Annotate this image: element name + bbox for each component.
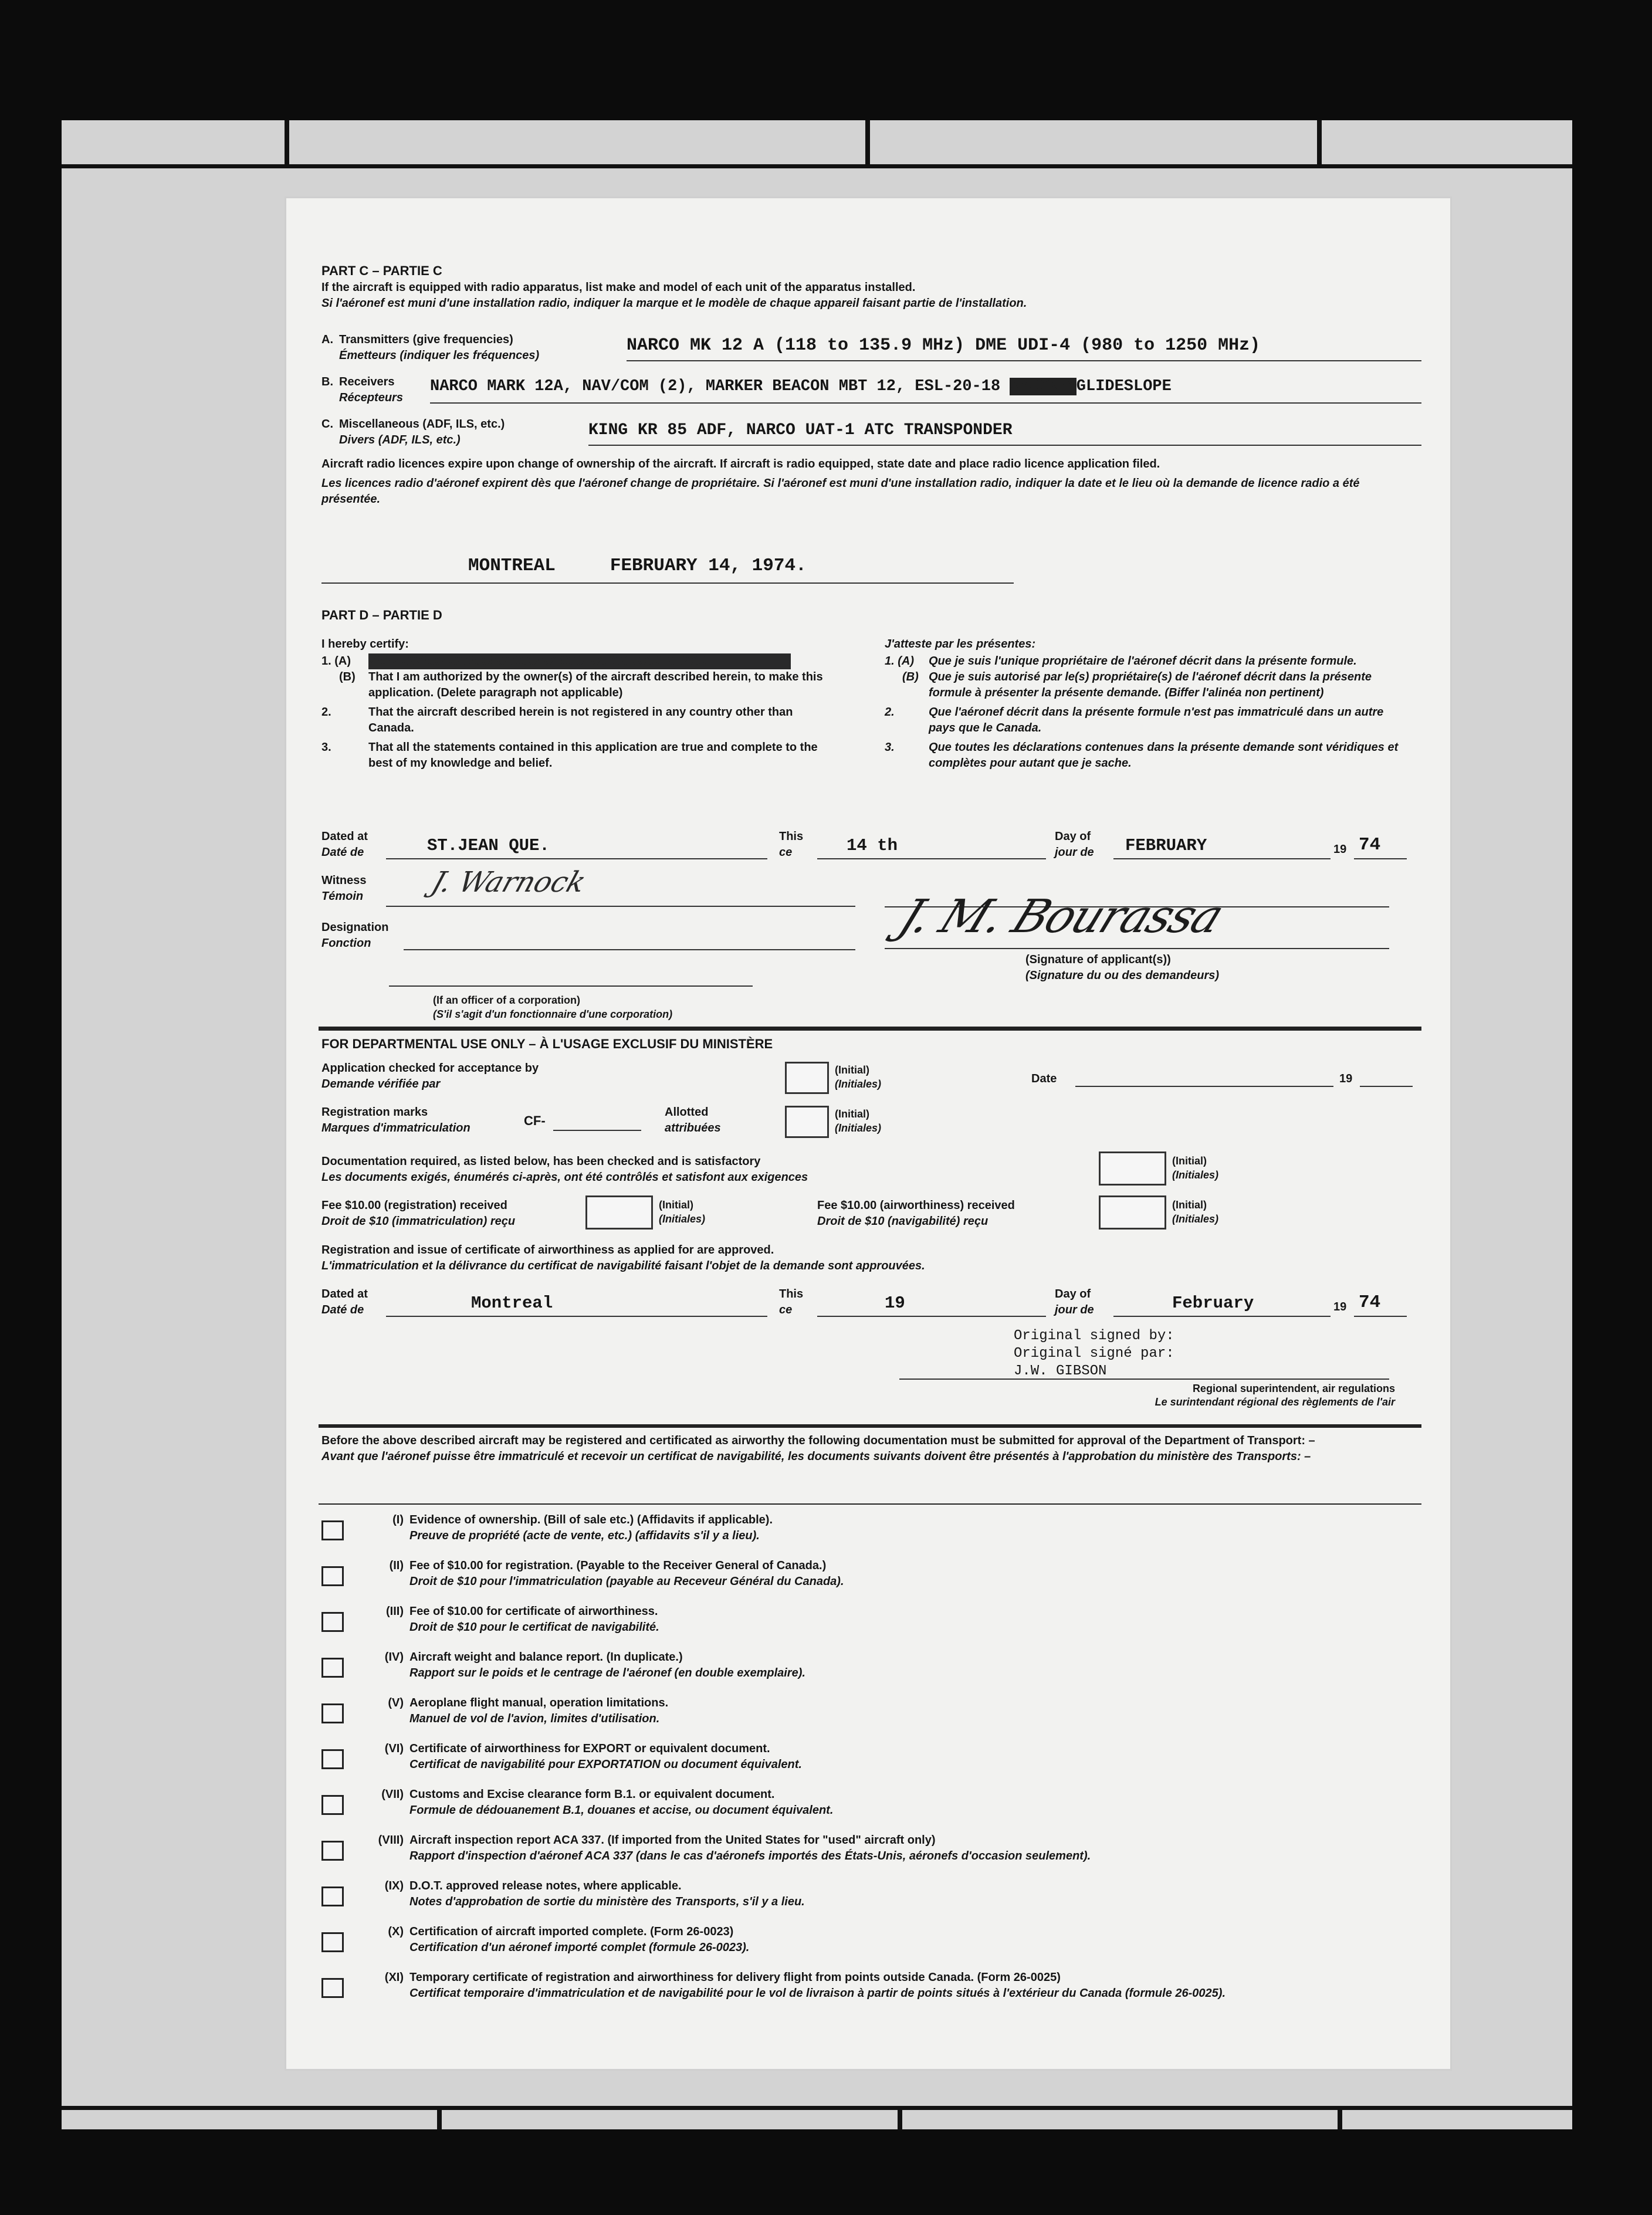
stamp-line-3: J.W. GIBSON [1014, 1363, 1107, 1379]
allotted-label-fr: attribuées [665, 1122, 721, 1134]
doc-item-fr: Preuve de propriété (acte de vente, etc.) (affidavits s'il y a lieu). [409, 1529, 760, 1542]
initial-label-en: (Initial) [659, 1199, 693, 1211]
initial-label-en: (Initial) [1172, 1155, 1207, 1167]
doc-item-fr: Rapport d'inspection d'aéronef ACA 337 (dans le cas d'aéronefs importés des États-Unis, aéronefs d'occasion seulement). [409, 1850, 1091, 1862]
checked-year-field[interactable] [1360, 1061, 1413, 1087]
form-sheet [285, 197, 1452, 2071]
receivers-value-end: GLIDESLOPE [1076, 378, 1172, 395]
certify-en-column [321, 636, 838, 771]
allotted-initial-box[interactable] [785, 1106, 829, 1138]
doc-item-num: (VIII) [378, 1834, 404, 1847]
doc-item-num: (II) [389, 1559, 404, 1572]
doc-checkbox[interactable] [321, 1703, 344, 1723]
doc-checkbox[interactable] [321, 1520, 344, 1540]
dept-day-of-value: February [1172, 1293, 1254, 1313]
signed-stamp [1014, 1327, 1174, 1380]
allotted-label-en: Allotted [665, 1106, 709, 1119]
witness-label-fr: Témoin [321, 890, 364, 903]
cf-prefix: CF- [524, 1113, 546, 1128]
receivers-label-fr: Récepteurs [339, 391, 403, 404]
film-frame-tick [1338, 2106, 1342, 2129]
this-label-en: This [779, 830, 804, 843]
misc-label-fr: Divers (ADF, ILS, etc.) [339, 433, 461, 446]
doc-item-num: (IX) [384, 1879, 404, 1892]
signature-caption [1025, 952, 1219, 984]
superintendent-fr: Le surintendant régional des règlements de l'air [1155, 1396, 1395, 1408]
doc-item-en: Certificate of airworthiness for EXPORT or equivalent document. [409, 1742, 770, 1755]
checked-row [321, 1061, 1424, 1096]
certify-item [321, 705, 838, 736]
doc-item-fr: Formule de dédouanement B.1, douanes et accise, ou document équivalent. [409, 1804, 834, 1817]
item-letter: B. [321, 375, 333, 388]
applicant-signature-field[interactable] [885, 890, 1389, 949]
officer-caption-en: (If an officer of a corporation) [433, 994, 581, 1006]
certify-en-title: I hereby certify: [321, 638, 409, 651]
part-c-heading: PART C – PARTIE C [321, 263, 442, 278]
certify-item-fr [885, 705, 1413, 736]
part-d-heading-wrap [321, 607, 1418, 623]
miscellaneous-row [321, 416, 1421, 452]
dated-at-label-fr: Daté de [321, 846, 364, 859]
stamp-line-2: Original signé par: [1014, 1346, 1174, 1361]
date-label: Date [1031, 1072, 1057, 1085]
reg-marks-label-fr: Marques d'immatriculation [321, 1122, 470, 1134]
certify-item-text: That all the statements contained in this application are true and complete to the best of my knowledge and belief. [368, 741, 818, 770]
witness-signature: J. Warnock [427, 866, 590, 899]
doc-item-num: (XI) [384, 1971, 404, 1984]
certify-fr-title: J'atteste par les présentes: [885, 638, 1036, 651]
receivers-value: NARCO MARK 12A, NAV/COM (2), MARKER BEACON MBT 12, ESL-20-18 [430, 378, 1001, 395]
doc-req-en: Documentation required, as listed below, has been checked and is satisfactory [321, 1155, 761, 1168]
receivers-row [321, 374, 1421, 409]
misc-label-en: Miscellaneous (ADF, ILS, etc.) [339, 418, 505, 431]
year-prefix: 19 [1333, 843, 1347, 856]
dept-heading-wrap [321, 1036, 1418, 1052]
radio-licence-note [321, 456, 1418, 507]
certify-item-text: That I am authorized by the owner(s) of the aircraft described herein, to make this application. (Delete paragraph not applicable) [368, 670, 823, 699]
dept-dated-at-field[interactable] [386, 1286, 767, 1317]
documentation-row [321, 1151, 1424, 1187]
doc-item-fr: Notes d'approbation de sortie du ministère des Transports, s'il y a lieu. [409, 1895, 805, 1908]
witness-row [321, 866, 908, 914]
registration-marks-row [321, 1105, 1025, 1140]
doc-item-en: Aircraft inspection report ACA 337. (If imported from the United States for "used" aircraft only) [409, 1834, 936, 1847]
miscellaneous-field[interactable] [588, 416, 1421, 446]
dated-at-label-en: Dated at [321, 1288, 368, 1300]
doc-item-en: Fee of $10.00 for certificate of airworthiness. [409, 1605, 658, 1618]
this-label-fr: ce [779, 1303, 793, 1316]
checked-label-fr: Demande vérifiée par [321, 1078, 441, 1090]
applicant-signature: J. M. Bourassa [891, 890, 1231, 943]
fee-registration-initial-box[interactable] [585, 1195, 653, 1230]
doc-checkbox[interactable] [321, 1566, 344, 1586]
officer-line [389, 984, 753, 987]
doc-item-fr: Rapport sur le poids et le centrage de l'aéronef (en double exemplaire). [409, 1667, 805, 1679]
dept-day-of-field[interactable] [1113, 1286, 1331, 1317]
certify-item-num: (B) [902, 670, 919, 683]
section-divider [319, 1424, 1421, 1428]
doc-item-en: D.O.T. approved release notes, where applicable. [409, 1879, 682, 1892]
applicant-dated-row [321, 829, 1424, 864]
applicant-dated-at-field[interactable] [386, 829, 767, 859]
section-divider [319, 1027, 1421, 1031]
doc-checkbox[interactable] [321, 1749, 344, 1769]
initial-label-fr: (Initiales) [1172, 1213, 1219, 1225]
doc-item-fr: Manuel de vol de l'avion, limites d'utilisation. [409, 1712, 660, 1725]
approved-fr: L'immatriculation et la délivrance du certificat de navigabilité faisant l'objet de la demande sont approuvées. [321, 1259, 925, 1272]
year-prefix: 19 [1339, 1072, 1353, 1085]
dept-this-value: 19 [885, 1293, 905, 1313]
fee-air-fr: Droit de $10 (navigabilité) reçu [817, 1215, 989, 1228]
film-frame-tick [1317, 120, 1322, 168]
certify-item-fr [885, 669, 1413, 701]
certify-item-text: Que l'aéronef décrit dans la présente formule n'est pas immatriculé dans un autre pays que le Canada. [929, 706, 1384, 734]
miscellaneous-value: KING KR 85 ADF, NARCO UAT-1 ATC TRANSPONDER [588, 421, 1013, 439]
part-c-intro-en: If the aircraft is equipped with radio apparatus, list make and model of each unit of the apparatus installed. [321, 281, 916, 294]
initial-label-fr: (Initiales) [835, 1122, 882, 1134]
doc-item-fr: Droit de $10 pour le certificat de navigabilité. [409, 1621, 659, 1634]
initial-label-en: (Initial) [1172, 1199, 1207, 1211]
certify-fr-column [885, 636, 1413, 771]
fee-reg-fr: Droit de $10 (immatriculation) reçu [321, 1215, 516, 1228]
doc-req-fr: Les documents exigés, énumérés ci-après, ont été contrôlés et satisfont aux exigences [321, 1171, 808, 1184]
certify-item-num: 2. [885, 706, 895, 719]
witness-signature-field[interactable] [386, 866, 855, 907]
film-frame-tick [285, 120, 289, 168]
approved-en: Registration and issue of certificate of airworthiness as applied for are approved. [321, 1244, 774, 1256]
doc-item-en: Fee of $10.00 for registration. (Payable to the Receiver General of Canada.) [409, 1559, 827, 1572]
initial-label-fr: (Initiales) [1172, 1169, 1219, 1181]
doc-checkbox[interactable] [321, 1932, 344, 1952]
doc-item-num: (I) [392, 1513, 404, 1526]
doc-checkbox[interactable] [321, 1841, 344, 1861]
item-letter: C. [321, 418, 333, 431]
superintendent-signature-line[interactable] [899, 1377, 1389, 1380]
transmitters-value: NARCO MK 12 A (118 to 135.9 MHz) DME UDI-4 (980 to 1250 MHz) [627, 336, 1261, 355]
dept-year-field[interactable] [1354, 1286, 1407, 1317]
dept-dated-at-value: Montreal [471, 1293, 553, 1313]
certify-item-num: 2. [321, 706, 331, 719]
this-label-fr: ce [779, 846, 793, 859]
licence-place-date-field[interactable] [321, 553, 1014, 584]
designation-label-en: Designation [321, 921, 389, 934]
doc-item-num: (IV) [384, 1651, 404, 1664]
initial-label-en: (Initial) [835, 1108, 869, 1120]
dept-year-value: 74 [1359, 1292, 1381, 1313]
fee-airworthiness-initial-box[interactable] [1099, 1195, 1166, 1230]
doc-item-num: (X) [388, 1925, 404, 1938]
licence-note-en: Aircraft radio licences expire upon change of ownership of the aircraft. If aircraft is radio equipped, state date and place radio licence application filed. [321, 458, 1160, 470]
part-d-heading: PART D – PARTIE D [321, 608, 442, 622]
doc-item-en: Certification of aircraft imported complete. (Form 26-0023) [409, 1925, 734, 1938]
doc-checkbox[interactable] [321, 1612, 344, 1632]
documentation-initial-box[interactable] [1099, 1151, 1166, 1186]
film-frame-line [62, 2106, 1572, 2110]
checked-label-en: Application checked for acceptance by [321, 1062, 539, 1075]
doc-item-num: (VI) [384, 1742, 404, 1755]
part-c-intro-fr: Si l'aéronef est muni d'une installation radio, indiquer la marque et le modèle de chaque appareil faisant partie de l'installation. [321, 297, 1027, 310]
doc-item-num: (VII) [381, 1788, 404, 1801]
certify-item [321, 653, 838, 669]
doc-item-en: Temporary certificate of registration and airworthiness for delivery flight from points outside Canada. (Form 26-0025) [409, 1971, 1061, 1984]
applicant-this-value: 14 th [847, 836, 898, 855]
doc-item-fr: Certificat de navigabilité pour EXPORTATION ou document équivalent. [409, 1758, 802, 1771]
certify-item-fr [885, 653, 1413, 669]
doc-item-num: (III) [386, 1605, 404, 1618]
documentation-intro [321, 1433, 1418, 1465]
dated-at-label-fr: Daté de [321, 1303, 364, 1316]
certify-item-struck: XXXXXXXXXXXXXXXXXXXXXXXXXXXXXXXXXXXXXXXXXXXX [368, 653, 791, 669]
doc-checkbox[interactable] [321, 1978, 344, 1998]
certify-item [321, 740, 838, 771]
doc-item-en: Aeroplane flight manual, operation limitations. [409, 1696, 669, 1709]
applicant-dated-at-value: ST.JEAN QUE. [427, 836, 550, 855]
receivers-field[interactable] [430, 374, 1421, 404]
this-label-en: This [779, 1288, 804, 1300]
film-frame-tick [865, 120, 870, 168]
day-of-label-fr: jour de [1055, 1303, 1094, 1316]
certify-item-text: Que je suis l'unique propriétaire de l'aéronef décrit dans la présente formule. [929, 655, 1357, 668]
day-of-label-en: Day of [1055, 830, 1091, 843]
day-of-label-en: Day of [1055, 1288, 1091, 1300]
doc-checkbox[interactable] [321, 1795, 344, 1815]
transmitters-field[interactable] [627, 332, 1421, 361]
applicant-year-field[interactable] [1354, 829, 1407, 859]
part-c-section [321, 263, 1418, 311]
dept-this-field[interactable] [817, 1286, 1046, 1317]
film-frame-tick [898, 2106, 902, 2129]
certify-item-num: (B) [339, 670, 356, 683]
witness-label-en: Witness [321, 874, 367, 887]
section-divider [319, 1503, 1421, 1505]
transmitters-label-en: Transmitters (give frequencies) [339, 333, 513, 346]
certify-item-num: 3. [885, 741, 895, 754]
applicant-day-of-field[interactable] [1113, 829, 1331, 859]
year-prefix: 19 [1333, 1300, 1347, 1313]
certify-item-fr [885, 740, 1413, 771]
dept-dated-row [321, 1286, 1424, 1322]
checked-initial-box[interactable] [785, 1062, 829, 1094]
registration-marks-field[interactable] [553, 1105, 641, 1131]
doc-item-fr: Droit de $10 pour l'immatriculation (payable au Receveur Général du Canada). [409, 1575, 844, 1588]
doc-item-num: (V) [388, 1696, 404, 1709]
item-letter: A. [321, 333, 333, 346]
fee-reg-en: Fee $10.00 (registration) received [321, 1199, 507, 1212]
signature-caption-en: (Signature of applicant(s)) [1025, 953, 1171, 966]
certify-item-num: 1. (A) [885, 655, 914, 668]
dated-at-label-en: Dated at [321, 830, 368, 843]
doc-item-fr: Certificat temporaire d'immatriculation et de navigabilité pour le vol de livraison à partir de points situés à l'extérieur du Canada (formule 26-0025). [409, 1987, 1226, 2000]
dept-heading: FOR DEPARTMENTAL USE ONLY – À L'USAGE EXCLUSIF DU MINISTÈRE [321, 1037, 773, 1051]
fees-row [321, 1195, 1424, 1231]
receivers-struck-text: XXXXXXX [1010, 378, 1076, 395]
doc-checkbox[interactable] [321, 1658, 344, 1678]
approval-statement [321, 1242, 1418, 1274]
doc-item-en: Customs and Excise clearance form B.1. or equivalent document. [409, 1788, 775, 1801]
licence-note-fr: Les licences radio d'aéronef expirent dès que l'aéronef change de propriétaire. Si l'aéronef est muni d'une installation radio, indiquer la date et le lieu où la demande de licence radio a été présentée. [321, 477, 1360, 506]
fee-air-en: Fee $10.00 (airworthiness) received [817, 1199, 1015, 1212]
stamp-line-1: Original signed by: [1014, 1328, 1174, 1344]
applicant-this-field[interactable] [817, 829, 1046, 859]
designation-field[interactable] [404, 920, 855, 950]
docs-intro-en: Before the above described aircraft may be registered and certificated as airworthy the following documentation must be submitted for approval of the Department of Transport: – [321, 1434, 1315, 1447]
initial-label-fr: (Initiales) [835, 1078, 882, 1090]
doc-item-fr: Certification d'un aéronef importé complet (formule 26-0023). [409, 1941, 750, 1954]
officer-caption-fr: (S'il s'agit d'un fonctionnaire d'une corporation) [433, 1008, 673, 1020]
certify-item-text: That the aircraft described herein is not registered in any country other than Canada. [368, 706, 793, 734]
doc-item-en: Evidence of ownership. (Bill of sale etc.) (Affidavits if applicable). [409, 1513, 773, 1526]
superintendent-caption [990, 1382, 1395, 1409]
certify-item-num: 1. (A) [321, 655, 351, 668]
docs-intro-fr: Avant que l'aéronef puisse être immatriculé et recevoir un certificat de navigabilité, les documents suivants doivent être présentés à l'approbation du ministère des Transports: – [321, 1450, 1311, 1463]
day-of-label-fr: jour de [1055, 846, 1094, 859]
doc-item-en: Aircraft weight and balance report. (In duplicate.) [409, 1651, 683, 1664]
film-frame-tick [437, 2106, 442, 2129]
initial-label-fr: (Initiales) [659, 1213, 706, 1225]
officer-caption [433, 993, 672, 1021]
designation-label-fr: Fonction [321, 937, 371, 950]
doc-checkbox[interactable] [321, 1887, 344, 1906]
transmitters-label-fr: Émetteurs (indiquer les fréquences) [339, 349, 540, 362]
applicant-day-of-value: FEBRUARY [1125, 836, 1207, 855]
transmitters-row [321, 332, 1421, 367]
receivers-label-en: Receivers [339, 375, 395, 388]
initial-label-en: (Initial) [835, 1064, 869, 1076]
reg-marks-label-en: Registration marks [321, 1106, 428, 1119]
certify-item [321, 669, 838, 701]
designation-row [321, 920, 908, 961]
checked-date-field[interactable] [1075, 1061, 1333, 1087]
certify-item-text: Que toutes les déclarations contenues dans la présente demande sont véridiques et complètes pour autant que je sache. [929, 741, 1399, 770]
superintendent-en: Regional superintendent, air regulations [1192, 1383, 1395, 1394]
licence-place-date-value: MONTREAL FEBRUARY 14, 1974. [468, 556, 807, 576]
applicant-year-value: 74 [1359, 835, 1381, 855]
certify-item-text: Que je suis autorisé par le(s) propriétaire(s) de l'aéronef décrit dans la présente formule à présenter la présente demande. (Biffer l'alinéa non pertinent) [929, 670, 1372, 699]
certify-item-num: 3. [321, 741, 331, 754]
signature-caption-fr: (Signature du ou des demandeurs) [1025, 969, 1220, 982]
